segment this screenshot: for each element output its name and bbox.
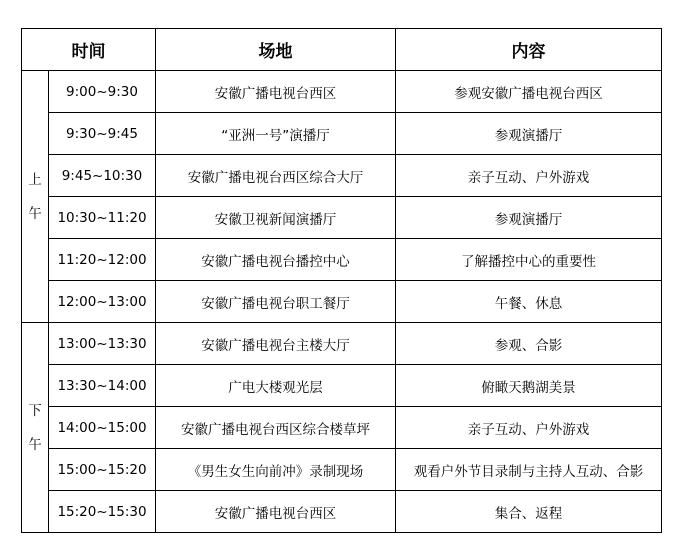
time-cell: 15:00~15:20 [49, 449, 156, 491]
header-row [22, 29, 662, 71]
period-label-char: 午 [28, 436, 42, 453]
period-label [22, 323, 49, 533]
venue-cell: 安徽广播电视台西区 [156, 491, 396, 533]
venue-cell: 安徽广播电视台西区 [156, 71, 396, 113]
venue-cell: 广电大楼观光层 [156, 365, 396, 407]
period-label-char: 下 [28, 402, 42, 419]
table-row [22, 155, 662, 197]
time-cell: 15:20~15:30 [49, 491, 156, 533]
table-row [22, 365, 662, 407]
venue-cell: 安徽卫视新闻演播厅 [156, 197, 396, 239]
table-row [22, 449, 662, 491]
venue-cell: 安徽广播电视台主楼大厅 [156, 323, 396, 365]
header-time: 时间 [22, 29, 156, 71]
time-cell: 9:30~9:45 [49, 113, 156, 155]
time-cell: 10:30~11:20 [49, 197, 156, 239]
content-cell: 参观演播厅 [396, 197, 662, 239]
time-cell: 9:45~10:30 [49, 155, 156, 197]
table-row [22, 323, 662, 365]
venue-cell: 安徽广播电视台职工餐厅 [156, 281, 396, 323]
table-row [22, 197, 662, 239]
content-cell: 亲子互动、户外游戏 [396, 407, 662, 449]
content-cell: 参观演播厅 [396, 113, 662, 155]
content-cell: 参观安徽广播电视台西区 [396, 71, 662, 113]
content-cell: 观看户外节目录制与主持人互动、合影 [396, 449, 662, 491]
venue-cell: “亚洲一号”演播厅 [156, 113, 396, 155]
table-row [22, 407, 662, 449]
venue-cell: 《男生女生向前冲》录制现场 [156, 449, 396, 491]
table-row [22, 239, 662, 281]
table-row [22, 281, 662, 323]
venue-cell: 安徽广播电视台西区综合楼草坪 [156, 407, 396, 449]
table-row [22, 71, 662, 113]
period-label-char: 午 [28, 205, 42, 222]
venue-cell: 安徽广播电视台西区综合大厅 [156, 155, 396, 197]
content-cell: 了解播控中心的重要性 [396, 239, 662, 281]
content-cell: 集合、返程 [396, 491, 662, 533]
period-label-char: 上 [28, 171, 42, 188]
time-cell: 14:00~15:00 [49, 407, 156, 449]
venue-cell: 安徽广播电视台播控中心 [156, 239, 396, 281]
time-cell: 12:00~13:00 [49, 281, 156, 323]
table-row [22, 113, 662, 155]
schedule-table [21, 28, 662, 533]
table-row [22, 491, 662, 533]
content-cell: 参观、合影 [396, 323, 662, 365]
time-cell: 11:20~12:00 [49, 239, 156, 281]
period-label [22, 71, 49, 323]
schedule-body [22, 71, 662, 533]
content-cell: 午餐、休息 [396, 281, 662, 323]
header-venue: 场地 [156, 29, 396, 71]
time-cell: 9:00~9:30 [49, 71, 156, 113]
time-cell: 13:00~13:30 [49, 323, 156, 365]
header-content: 内容 [396, 29, 662, 71]
content-cell: 俯瞰天鹅湖美景 [396, 365, 662, 407]
time-cell: 13:30~14:00 [49, 365, 156, 407]
content-cell: 亲子互动、户外游戏 [396, 155, 662, 197]
